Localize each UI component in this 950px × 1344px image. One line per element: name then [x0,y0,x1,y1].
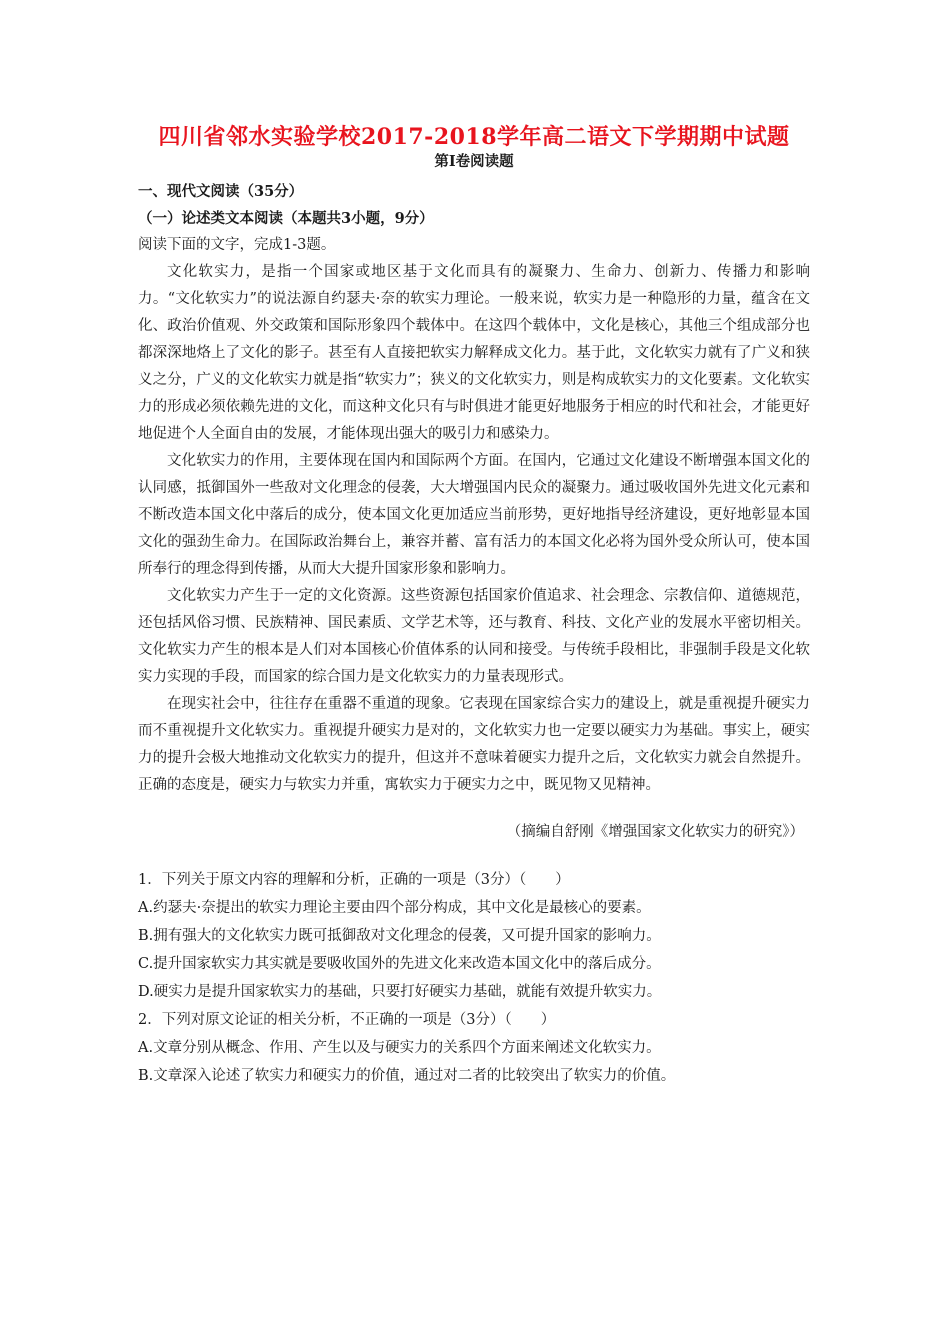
passage [138,259,810,799]
passage-source: （摘编自舒刚《增强国家文化软实力的研究》） [506,824,804,840]
question-option-a: A.约瑟夫·奈提出的软实力理论主要由四个部分构成，其中文化是最核心的要素。 [138,900,651,916]
question-option-d: D.硬实力是提升国家软实力的基础，只要打好硬实力基础，就能有效提升软实力。 [138,984,662,1000]
passage-paragraph: 文化软实力的作用，主要体现在国内和国际两个方面。在国内，它通过文化建设不断增强本国文化的认同感，抵御国外一些敌对文化理念的侵袭，大大增强国内民众的凝聚力。通过吸收国外先进文化元素和不断改造本国文化中落后的成分，使本国文化更加适应当前形势，更好地指导经济建设，更好地彰显本国文化的强劲生命力。在国际政治舞台上，兼容并蓄、富有活力的本国文化必将为国外受众所认可，使本国所奉行的理念得到传播，从而大大提升国家形象和影响力。 [138,453,810,577]
subsection-heading: （一）论述类文本阅读（本题共3小题，9分） [138,210,434,227]
passage-paragraph: 文化软实力，是指一个国家或地区基于文化而具有的凝聚力、生命力、创新力、传播力和影响力。“文化软实力”的说法源自约瑟夫·奈的软实力理论。一般来说，软实力是一种隐形的力量，蕴含在文化、政治价值观、外交政策和国际形象四个载体中。在这四个载体中，文化是核心，其他三个组成部分也都深深地烙上了文化的影子。甚至有人直接把软实力解释成文化力。基于此，文化软实力就有了广义和狭义之分，广义的文化软实力就是指“软实力”；狭义的文化软实力，则是构成软实力的文化要素。文化软实力的形成必须依赖先进的文化，而这种文化只有与时俱进才能更好地服务于相应的时代和社会，才能更好地促进个人全面自由的发展，才能体现出强大的吸引力和感染力。 [138,264,810,442]
section-heading: 一、现代文阅读（35分） [138,183,304,200]
question-1 [138,866,810,1006]
question-stem: 2．下列对原文论证的相关分析，不正确的一项是（3分）（ ） [138,1012,556,1028]
question-option-a: A.文章分别从概念、作用、产生以及与硬实力的关系四个方面来阐述文化软实力。 [138,1040,661,1056]
passage-paragraph: 在现实社会中，往往存在重器不重道的现象。它表现在国家综合实力的建设上，就是重视提升硬实力而不重视提升文化软实力。重视提升硬实力是对的，文化软实力也一定要以硬实力为基础。事实上，硬实力的提升会极大地推动文化软实力的提升，但这并不意味着硬实力提升之后，文化软实力就会自然提升。正确的态度是，硬实力与软实力并重，寓软实力于硬实力之中，既见物又见精神。 [138,696,810,793]
exam-page [138,122,810,1090]
reading-instruction: 阅读下面的文字，完成1-3题。 [138,237,336,253]
question-option-b: B.拥有强大的文化软实力既可抵御敌对文化理念的侵袭，又可提升国家的影响力。 [138,928,661,944]
question-option-b: B.文章深入论述了软实力和硬实力的价值，通过对二者的比较突出了软实力的价值。 [138,1068,676,1084]
exam-title: 四川省邻水实验学校2017-2018学年高二语文下学期期中试题 [158,124,790,150]
passage-paragraph: 文化软实力产生于一定的文化资源。这些资源包括国家价值追求、社会理念、宗教信仰、道德规范，还包括风俗习惯、民族精神、国民素质、文学艺术等，还与教育、科技、文化产业的发展水平密切相关。文化软实力产生的根本是人们对本国核心价值体系的认同和接受。与传统手段相比，非强制手段是文化软实力实现的手段，而国家的综合国力是文化软实力的力量表现形式。 [138,588,810,685]
part-title: 第Ⅰ卷阅读题 [434,153,514,170]
question-option-c: C.提升国家软实力其实就是要吸收国外的先进文化来改造本国文化中的落后成分。 [138,956,661,972]
question-2 [138,1006,810,1090]
question-stem: 1．下列关于原文内容的理解和分析，正确的一项是（3分）（ ） [138,872,570,888]
question-list [138,866,810,1090]
